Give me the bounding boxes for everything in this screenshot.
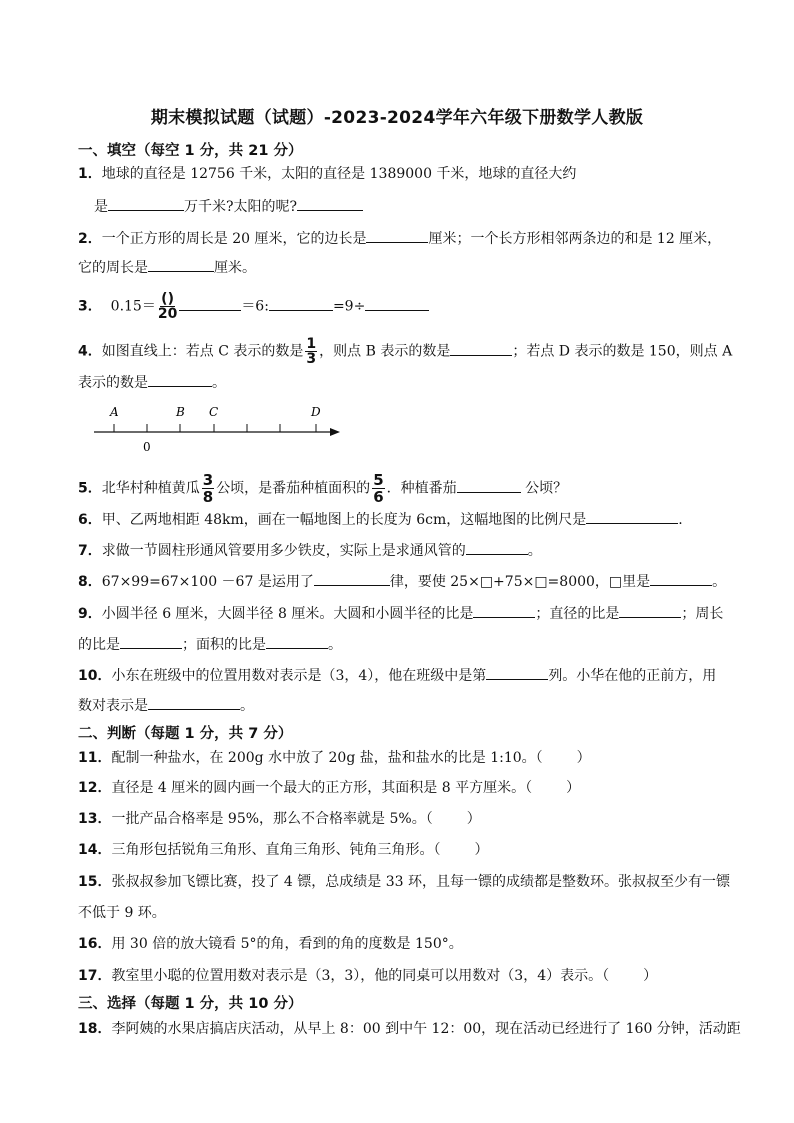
- question-number: 18．: [78, 1021, 112, 1037]
- answer-blank[interactable]: [108, 196, 184, 211]
- number-line-ticks: [114, 424, 316, 432]
- question-2-line-2: [78, 257, 743, 278]
- question-text: 0.15＝: [110, 298, 156, 315]
- number-line-figure: [90, 400, 350, 456]
- question-10-line-2: [78, 695, 743, 716]
- question-text: ）: [643, 968, 658, 984]
- question-7: [78, 540, 743, 561]
- answer-blank[interactable]: [586, 509, 678, 524]
- question-18: [78, 1019, 743, 1039]
- question-text: 万千米?太阳的呢?: [184, 199, 298, 215]
- question-text: 数对表示是: [78, 698, 148, 714]
- question-text: 教室里小聪的位置用数对表示是（3，3），他的同桌可以用数对（3，4）表示。（: [111, 968, 610, 984]
- question-text: .: [678, 512, 683, 528]
- question-text: 它的周长是: [78, 260, 148, 276]
- point-label-c: C: [209, 405, 219, 419]
- question-4-line-1: [78, 337, 743, 366]
- question-2-line-1: [78, 228, 743, 249]
- question-4-line-2: [78, 372, 743, 393]
- answer-blank[interactable]: [450, 341, 512, 356]
- question-number: 3．: [78, 298, 102, 315]
- page-title: 期末模拟试题（试题）-2023-2024学年六年级下册数学人教版: [150, 108, 644, 128]
- question-number: 11．: [78, 750, 112, 766]
- question-text: ；直径的比是: [535, 606, 620, 622]
- question-text: ，则点 B 表示的数是: [319, 343, 451, 360]
- question-text: ．种植番茄: [386, 480, 457, 497]
- question-text: 一批产品合格率是 95%，那么不合格率就是 5%。（: [111, 811, 433, 827]
- question-text: 的比是: [78, 637, 120, 653]
- point-label-d: D: [311, 405, 321, 419]
- question-number: 9．: [78, 606, 102, 622]
- answer-blank[interactable]: [179, 296, 241, 311]
- section-heading-multiple-choice: 三、选择（每题 1 分，共 10 分）: [78, 996, 303, 1012]
- question-text: ；若点 D 表示的数是 150，则点 A: [512, 343, 733, 360]
- question-9-line-1: [78, 603, 743, 624]
- answer-blank[interactable]: [366, 228, 428, 243]
- question-15-line-2: [78, 903, 743, 923]
- answer-blank[interactable]: [297, 196, 363, 211]
- answer-blank[interactable]: [466, 540, 528, 555]
- question-number: 14．: [78, 842, 112, 858]
- answer-blank[interactable]: [148, 257, 214, 272]
- answer-blank[interactable]: [650, 571, 712, 586]
- question-17: [78, 966, 743, 986]
- question-text: ）: [466, 811, 481, 827]
- fraction: $\frac{()}{20}$: [157, 291, 178, 322]
- answer-blank[interactable]: [148, 372, 212, 387]
- question-text: 求做一节圆柱形通风管要用多少铁皮，实际上是求通风管的: [101, 543, 466, 559]
- question-text: 。: [240, 698, 254, 714]
- question-text: ＝6:: [241, 298, 269, 315]
- question-1-line-1: [78, 164, 743, 184]
- answer-blank[interactable]: [148, 695, 240, 710]
- answer-blank[interactable]: [486, 665, 548, 680]
- question-number: 6．: [78, 512, 102, 528]
- question-text: 小东在班级中的位置用数对表示是（3，4），他在班级中是第: [111, 668, 487, 684]
- question-number: 2．: [78, 231, 102, 247]
- question-text: 列。小华在他的正前方，用: [548, 668, 717, 684]
- point-label-b: B: [176, 405, 185, 419]
- question-text: ）: [576, 750, 591, 766]
- question-9-line-2: [78, 634, 743, 655]
- answer-blank[interactable]: [314, 571, 390, 586]
- question-text: 是: [94, 199, 108, 215]
- question-text: 三角形包括锐角三角形、直角三角形、钝角三角形。（: [111, 842, 441, 858]
- answer-blank[interactable]: [457, 478, 521, 493]
- question-15-line-1: [78, 872, 743, 892]
- question-text: 直径是 4 厘米的圆内画一个最大的正方形，其面积是 8 平方厘米。（: [111, 780, 533, 796]
- question-text: 张叔叔参加飞镖比赛，投了 4 镖，总成绩是 33 环，且每一镖的成绩都是整数环。张叔叔至少有一镖: [111, 874, 731, 890]
- answer-blank[interactable]: [473, 603, 535, 618]
- question-text: 67×99=67×100 －67 是运用了: [101, 574, 314, 590]
- question-11: [78, 748, 743, 768]
- question-6: [78, 509, 743, 530]
- question-number: 4．: [78, 343, 102, 360]
- answer-blank[interactable]: [269, 296, 333, 311]
- fraction: $\frac{1}{3}$: [306, 336, 317, 367]
- question-13: [78, 809, 743, 829]
- question-number: 5．: [78, 480, 102, 497]
- question-text: 表示的数是: [78, 375, 148, 391]
- number-line-arrow-icon: [330, 428, 340, 436]
- question-text: 配制一种盐水，在 200g 水中放了 20g 盐，盐和盐水的比是 1:10。（: [111, 750, 543, 766]
- question-text: 公顷，是番茄种植面积的: [216, 480, 371, 497]
- fraction: $\frac{3}{8}$: [202, 471, 214, 506]
- question-5: [78, 472, 743, 505]
- question-text: ；周长: [681, 606, 724, 622]
- question-number: 16．: [78, 936, 112, 952]
- question-number: 1．: [78, 166, 102, 182]
- question-number: 12．: [78, 780, 112, 796]
- question-text: ；面积的比是: [182, 637, 266, 653]
- question-text: ）: [566, 780, 581, 796]
- question-text: 如图直线上：若点 C 表示的数是: [101, 343, 304, 360]
- question-text: 律，要使 25×□+75×□=8000，□里是: [389, 574, 651, 590]
- question-text: 甲、乙两地相距 48km，画在一幅地图上的长度为 6cm，这幅地图的比例尺是: [101, 512, 587, 528]
- question-text: 。: [527, 543, 542, 559]
- question-text: 用 30 倍的放大镜看 5°的角，看到的角的度数是 150°。: [111, 936, 463, 952]
- answer-blank[interactable]: [266, 634, 328, 649]
- question-number: 17．: [78, 968, 112, 984]
- question-text: 北华村种植黄瓜: [101, 480, 200, 497]
- question-8: [78, 571, 743, 592]
- question-14: [78, 840, 743, 860]
- question-text: 厘米。: [214, 260, 256, 276]
- zero-label: 0: [143, 440, 151, 454]
- question-text: 。: [328, 637, 342, 653]
- answer-blank[interactable]: [619, 603, 681, 618]
- question-10-line-1: [78, 665, 743, 686]
- question-number: 13．: [78, 811, 112, 827]
- question-text: 。: [212, 375, 226, 391]
- point-label-a: A: [110, 405, 119, 419]
- question-16: [78, 934, 743, 954]
- question-number: 7．: [78, 543, 102, 559]
- question-text: ）: [474, 842, 489, 858]
- question-text: 一个正方形的周长是 20 厘米，它的边长是: [101, 231, 367, 247]
- answer-blank[interactable]: [365, 296, 429, 311]
- fraction: $\frac{5}{6}$: [373, 471, 384, 506]
- question-number: 8．: [78, 574, 102, 590]
- question-text: 。: [712, 574, 727, 590]
- question-3: [78, 292, 743, 321]
- question-text: 厘米；一个长方形相邻两条边的和是 12 厘米，: [428, 231, 722, 247]
- question-text: 公顷？: [525, 480, 568, 497]
- question-number: 10．: [78, 668, 112, 684]
- question-1-line-2: [94, 196, 759, 217]
- question-12: [78, 778, 743, 798]
- question-text: 地球的直径是 12756 千米，太阳的直径是 1389000 千米，地球的直径大约: [101, 166, 577, 182]
- question-text: =9÷: [332, 298, 366, 315]
- answer-blank[interactable]: [120, 634, 182, 649]
- question-text: 小圆半径 6 厘米，大圆半径 8 厘米。大圆和小圆半径的比是: [101, 606, 474, 622]
- question-text: 不低于 9 环。: [78, 905, 166, 921]
- section-heading-true-false: 二、判断（每题 1 分，共 7 分）: [78, 726, 293, 742]
- section-heading-fill-in: 一、填空（每空 1 分，共 21 分）: [78, 143, 303, 159]
- question-text: 李阿姨的水果店搞店庆活动，从早上 8：00 到中午 12：00，现在活动已经进行了 160 分钟，活动距: [111, 1021, 741, 1037]
- question-number: 15．: [78, 874, 112, 890]
